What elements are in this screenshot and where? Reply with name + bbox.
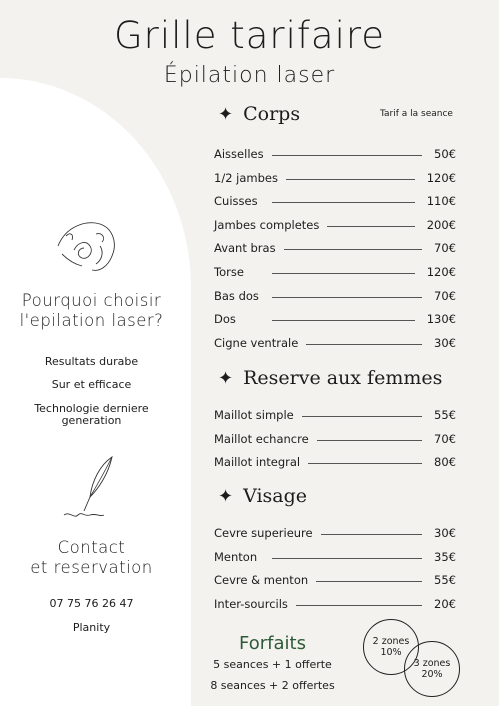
- price-row: [214, 265, 456, 279]
- price-row: [214, 194, 456, 208]
- tarif-note: Tarif a la seance: [380, 109, 453, 119]
- section-heading-label: Visage: [243, 485, 308, 507]
- service-price: 120€: [426, 170, 456, 185]
- service-name: Maillot echancre: [214, 431, 309, 446]
- service-name: Dos: [214, 312, 236, 327]
- service-price: 130€: [426, 312, 456, 327]
- service-name: Cuisses: [214, 194, 258, 209]
- benefit-item: Sur et efficace: [51, 378, 132, 391]
- sparkle-icon: ✦: [218, 367, 234, 389]
- price-row: [214, 336, 456, 350]
- price-row: [214, 550, 456, 564]
- leader-line: [302, 416, 422, 417]
- price-row: [214, 526, 456, 540]
- price-row: [214, 241, 456, 255]
- benefit-item: Resultats durabe: [44, 355, 139, 368]
- benefit-item: Technologie derniere: [34, 402, 149, 415]
- price-row: [214, 147, 456, 161]
- price-row: [214, 289, 456, 303]
- service-price: 55€: [434, 573, 456, 587]
- service-name: Bas dos: [214, 288, 259, 303]
- benefit-item-continued: generation: [61, 414, 122, 427]
- price-row: [214, 408, 456, 422]
- service-name: 1/2 jambes: [214, 170, 278, 185]
- section-heading-femmes: [218, 367, 442, 389]
- forfait-offer: 8 seances + 2 offertes: [210, 679, 335, 692]
- service-name: Maillot simple: [214, 408, 294, 422]
- why-heading-line1: Pourquoi choisir: [21, 291, 162, 310]
- discount-value: 20%: [421, 669, 443, 680]
- leader-line: [327, 226, 415, 227]
- booking-platform: Planity: [72, 621, 111, 634]
- service-name: Cevre & menton: [214, 573, 309, 587]
- service-price: 200€: [426, 217, 456, 232]
- price-row: [214, 573, 456, 587]
- face-line-art-icon: [52, 216, 130, 276]
- leader-line: [308, 463, 422, 464]
- service-price: 55€: [434, 408, 456, 422]
- leader-line: [316, 581, 422, 582]
- service-name: Aisselles: [214, 147, 264, 161]
- section-heading-label: Corps: [243, 103, 301, 125]
- section-heading-visage: [218, 485, 307, 507]
- leader-line: [272, 297, 422, 298]
- sparkle-icon: ✦: [218, 103, 234, 125]
- section-heading-label: Reserve aux femmes: [243, 367, 443, 389]
- leader-line: [272, 273, 415, 274]
- service-price: 120€: [426, 265, 456, 279]
- service-price: 20€: [434, 596, 456, 611]
- service-name: Menton: [214, 549, 258, 564]
- leader-line: [272, 202, 415, 203]
- phone-number: 07 75 76 26 47: [49, 597, 134, 610]
- service-price: 70€: [434, 431, 456, 446]
- leader-line: [296, 605, 422, 606]
- page-title: Grille tarifaire: [113, 14, 386, 57]
- price-row: [214, 312, 456, 326]
- service-price: 70€: [434, 288, 456, 303]
- service-price: 30€: [434, 335, 456, 350]
- service-name: Cigne ventrale: [214, 335, 299, 350]
- price-row: [214, 171, 456, 185]
- page-subtitle: Épilation laser: [163, 63, 336, 88]
- service-name: Torse: [214, 265, 244, 279]
- service-price: 110€: [426, 194, 456, 209]
- service-name: Maillot integral: [214, 455, 301, 469]
- leader-line: [284, 249, 422, 250]
- price-row: [214, 432, 456, 446]
- discount-label: 3 zones: [413, 658, 451, 669]
- service-name: Inter-sourcils: [214, 596, 288, 611]
- discount-circle-3-zones: [404, 641, 460, 697]
- section-heading-corps: [218, 103, 300, 125]
- leader-line: [317, 440, 422, 441]
- leader-line: [286, 179, 415, 180]
- left-arch-panel: [0, 78, 191, 706]
- price-row: [214, 218, 456, 232]
- leader-line: [306, 344, 422, 345]
- forfaits-title: Forfaits: [239, 633, 306, 654]
- contact-heading-line2: et reservation: [30, 558, 153, 577]
- forfait-offer: 5 seances + 1 offerte: [213, 658, 332, 671]
- leader-line: [321, 534, 422, 535]
- why-heading-line2: l'epilation laser?: [19, 311, 164, 330]
- quill-pen-icon: [60, 455, 122, 523]
- service-price: 30€: [434, 526, 456, 540]
- contact-heading-line1: Contact: [57, 538, 126, 557]
- service-name: Avant bras: [214, 241, 276, 256]
- leader-line: [272, 320, 415, 321]
- service-name: Jambes completes: [214, 217, 320, 232]
- sparkle-icon: ✦: [218, 485, 234, 507]
- leader-line: [272, 155, 422, 156]
- discount-label: 2 zones: [372, 636, 410, 647]
- service-price: 70€: [434, 241, 456, 256]
- service-price: 50€: [434, 147, 456, 161]
- service-price: 80€: [434, 455, 456, 469]
- leader-line: [272, 558, 422, 559]
- price-row: [214, 455, 456, 469]
- service-price: 35€: [434, 549, 456, 564]
- discount-value: 10%: [380, 647, 402, 658]
- service-name: Cevre superieure: [214, 526, 313, 540]
- price-row: [214, 597, 456, 611]
